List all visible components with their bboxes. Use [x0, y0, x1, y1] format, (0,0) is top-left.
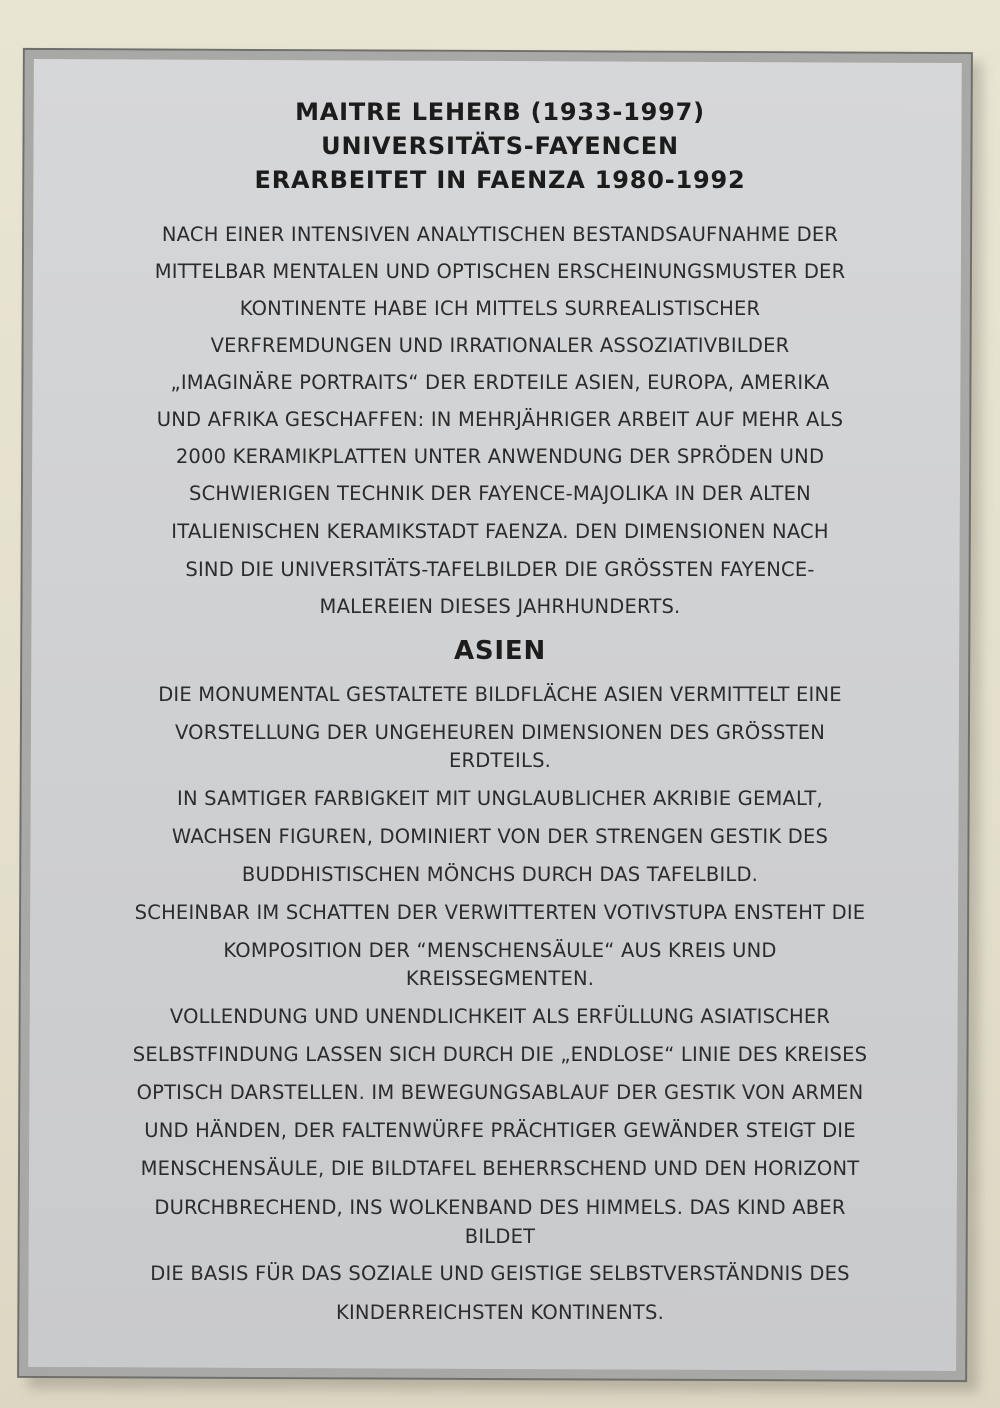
section-line: BILDET [464, 1225, 536, 1248]
section-line: ERDTEILS. [448, 749, 552, 772]
section-line: VORSTELLUNG DER UNGEHEUREN DIMENSIONEN DES GRÖSSTEN [174, 721, 826, 744]
intro-line: 2000 KERAMIKPLATTEN UNTER ANWENDUNG DER SPRÖDEN UND [175, 445, 825, 468]
intro-line: SIND DIE UNIVERSITÄTS-TAFELBILDER DIE GRÖSSTEN FAYENCE- [185, 558, 815, 581]
title-line: MAITRE LEHERB (1933-1997) [295, 98, 705, 126]
section-line: MENSCHENSÄULE, DIE BILDTAFEL BEHERRSCHEND UND DEN HORIZONT [140, 1157, 860, 1180]
section-heading: ASIEN [453, 636, 547, 666]
section-line: VOLLENDUNG UND UNENDLICHKEIT ALS ERFÜLLUNG ASIATISCHER [169, 1005, 831, 1028]
intro-line: NACH EINER INTENSIVEN ANALYTISCHEN BESTANDSAUFNAHME DER [161, 223, 839, 246]
title-line: UNIVERSITÄTS-FAYENCEN [321, 132, 679, 160]
section-line: WACHSEN FIGUREN, DOMINIERT VON DER STRENGEN GESTIK DES [171, 825, 829, 848]
intro-line: „IMAGINÄRE PORTRAITS“ DER ERDTEILE ASIEN, EUROPA, AMERIKA [170, 371, 830, 394]
section-line: BUDDHISTISCHEN MÖNCHS DURCH DAS TAFELBILD. [241, 863, 759, 886]
section-line: DIE BASIS FÜR DAS SOZIALE UND GEISTIGE SELBSTVERSTÄNDNIS DES [150, 1262, 850, 1285]
section-line: KREISSEGMENTEN. [405, 967, 595, 990]
section-line: UND HÄNDEN, DER FALTENWÜRFE PRÄCHTIGER GEWÄNDER STEIGT DIE [144, 1119, 856, 1142]
section-line: SELBSTFINDUNG LASSEN SICH DURCH DIE „ENDLOSE“ LINIE DES KREISES [132, 1043, 868, 1066]
title-line: ERARBEITET IN FAENZA 1980-1992 [254, 166, 746, 194]
section-line: DIE MONUMENTAL GESTALTETE BILDFLÄCHE ASIEN VERMITTELT EINE [158, 683, 842, 706]
section-line: OPTISCH DARSTELLEN. IM BEWEGUNGSABLAUF DER GESTIK VON ARMEN [136, 1081, 864, 1104]
section-line: SCHEINBAR IM SCHATTEN DER VERWITTERTEN VOTIVSTUPA ENSTEHT DIE [134, 901, 866, 924]
section-line: KINDERREICHSTEN KONTINENTS. [335, 1301, 664, 1324]
section-line: DURCHBRECHEND, INS WOLKENBAND DES HIMMELS. DAS KIND ABER [154, 1196, 846, 1219]
intro-line: UND AFRIKA GESCHAFFEN: IN MEHRJÄHRIGER ARBEIT AUF MEHR ALS [156, 408, 844, 431]
intro-line: ITALIENISCHEN KERAMIKSTADT FAENZA. DEN DIMENSIONEN NACH [171, 520, 829, 543]
intro-line: VERFREMDUNGEN UND IRRATIONALER ASSOZIATIVBILDER [210, 334, 790, 357]
section-line: KOMPOSITION DER “MENSCHENSÄULE“ AUS KREIS UND [223, 939, 777, 962]
intro-line: SCHWIERIGEN TECHNIK DER FAYENCE-MAJOLIKA IN DER ALTEN [189, 482, 811, 505]
intro-line: KONTINENTE HABE ICH MITTELS SURREALISTISCHER [239, 297, 761, 320]
intro-line: MALEREIEN DIESES JAHRHUNDERTS. [319, 595, 681, 618]
intro-line: MITTELBAR MENTALEN UND OPTISCHEN ERSCHEINUNGSMUSTER DER [154, 260, 846, 283]
section-line: IN SAMTIGER FARBIGKEIT MIT UNGLAUBLICHER AKRIBIE GEMALT, [177, 787, 823, 810]
